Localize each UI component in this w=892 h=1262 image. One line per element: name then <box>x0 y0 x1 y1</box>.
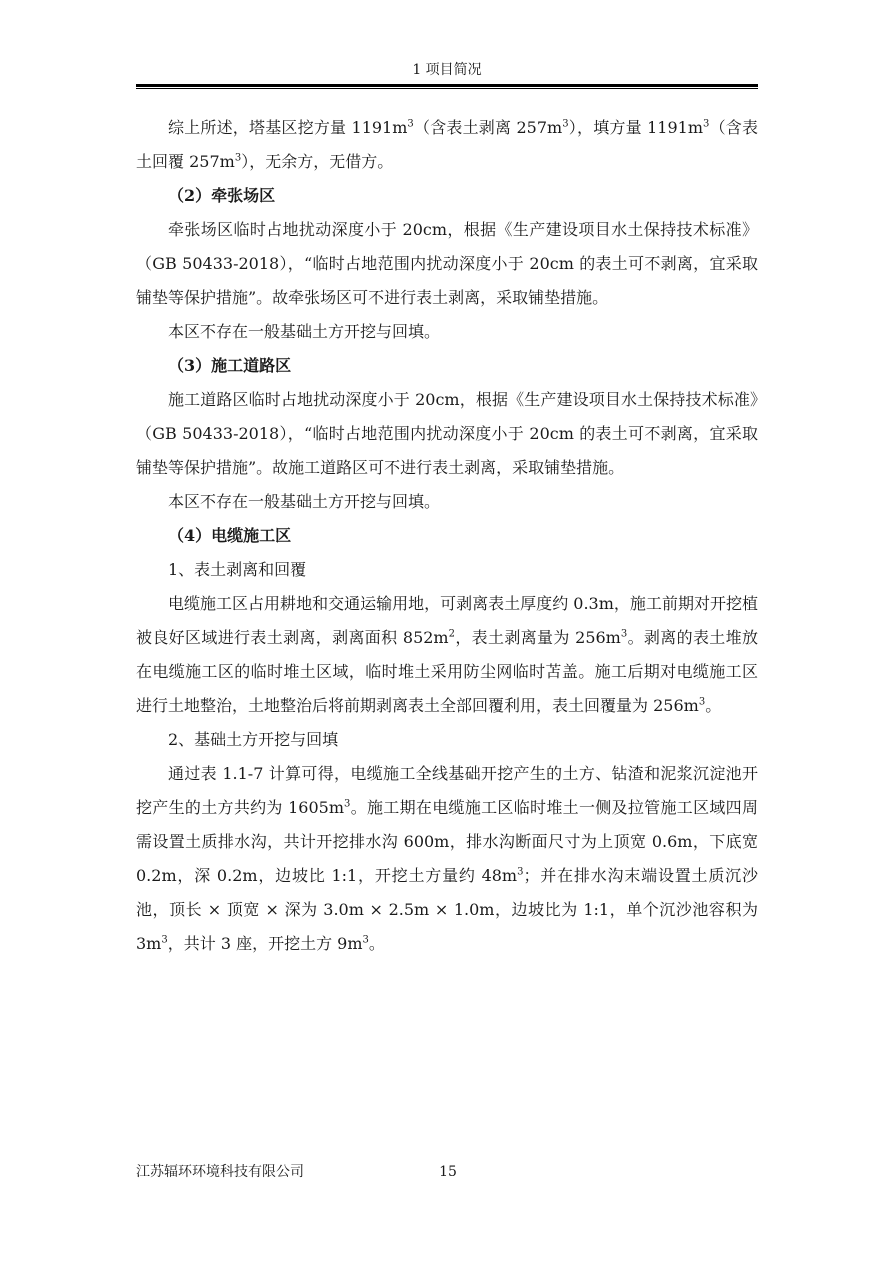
subheading-topsoil: 1、表土剥离和回覆 <box>168 560 307 579</box>
header-divider <box>136 84 758 89</box>
body-text <box>136 111 758 961</box>
paragraph-tower-summary: 综上所述，塔基区挖方量 $1191m^3$（含表土剥离 $257m^3$），填方量 $1191m^3$（含表土回覆 $257m^3$），无余方，无借方。 <box>136 118 758 171</box>
paragraph-tension-area-note: 本区不存在一般基础土方开挖与回填。 <box>168 322 441 341</box>
paragraph-road-area: 施工道路区临时占地扰动深度小于 20cm，根据《生产建设项目水土保持技术标准》（GB 50433-2018），“临时占地范围内扰动深度小于 20cm 的表土可不剥离，宜采取铺垫等保护措施”。故施工道路区可不进行表土剥离，采取铺垫措施。 <box>136 390 758 477</box>
heading-tension-area: （2）牵张场区 <box>168 186 276 205</box>
paragraph-topsoil: 电缆施工区占用耕地和交通运输用地，可剥离表土厚度约 0.3m，施工前期对开挖植被良好区域进行表土剥离，剥离面积 $852m^2$，表土剥离量为 $256m^3$。剥离的表土堆放在电缆施工区的临时堆土区域，临时堆土采用防尘网临时苫盖。施工后期对电缆施工区进行土地整治，土地整治后将前期剥离表土全部回覆利用，表土回覆量为 $256m^3$。 <box>136 594 758 715</box>
paragraph-road-area-note: 本区不存在一般基础土方开挖与回填。 <box>168 492 441 511</box>
subheading-foundation-earthwork: 2、基础土方开挖与回填 <box>168 730 339 749</box>
page-number: 15 <box>439 1164 457 1180</box>
heading-cable-area: （4）电缆施工区 <box>168 526 292 545</box>
paragraph-tension-area: 牵张场区临时占地扰动深度小于 20cm，根据《生产建设项目水土保持技术标准》（GB 50433-2018），“临时占地范围内扰动深度小于 20cm 的表土可不剥离，宜采取铺垫等保护措施”。故牵张场区可不进行表土剥离，采取铺垫措施。 <box>136 220 758 307</box>
page-header-title: 1 项目简况 <box>412 62 482 78</box>
footer-company-name: 江苏辐环环境科技有限公司 <box>136 1164 304 1180</box>
heading-road-area: （3）施工道路区 <box>168 356 292 375</box>
paragraph-foundation-earthwork: 通过表 1.1-7 计算可得，电缆施工全线基础开挖产生的土方、钻渣和泥浆沉淀池开挖产生的土方共约为 $1605m^3$。施工期在电缆施工区临时堆土一侧及拉管施工区域四周需设置土质排水沟，共计开挖排水沟 600m，排水沟断面尺寸为上顶宽 0.6m，下底宽 0.2m，深 0.2m，边坡比 1:1，开挖土方量约 $48m^3$；并在排水沟末端设置土质沉沙池，顶长 × 顶宽 × 深为 3.0m × 2.5m × 1.0m，边坡比为 1:1，单个沉沙池容积为 $3m^3$，共计 3 座，开挖土方 $9m^3$。 <box>136 764 758 953</box>
